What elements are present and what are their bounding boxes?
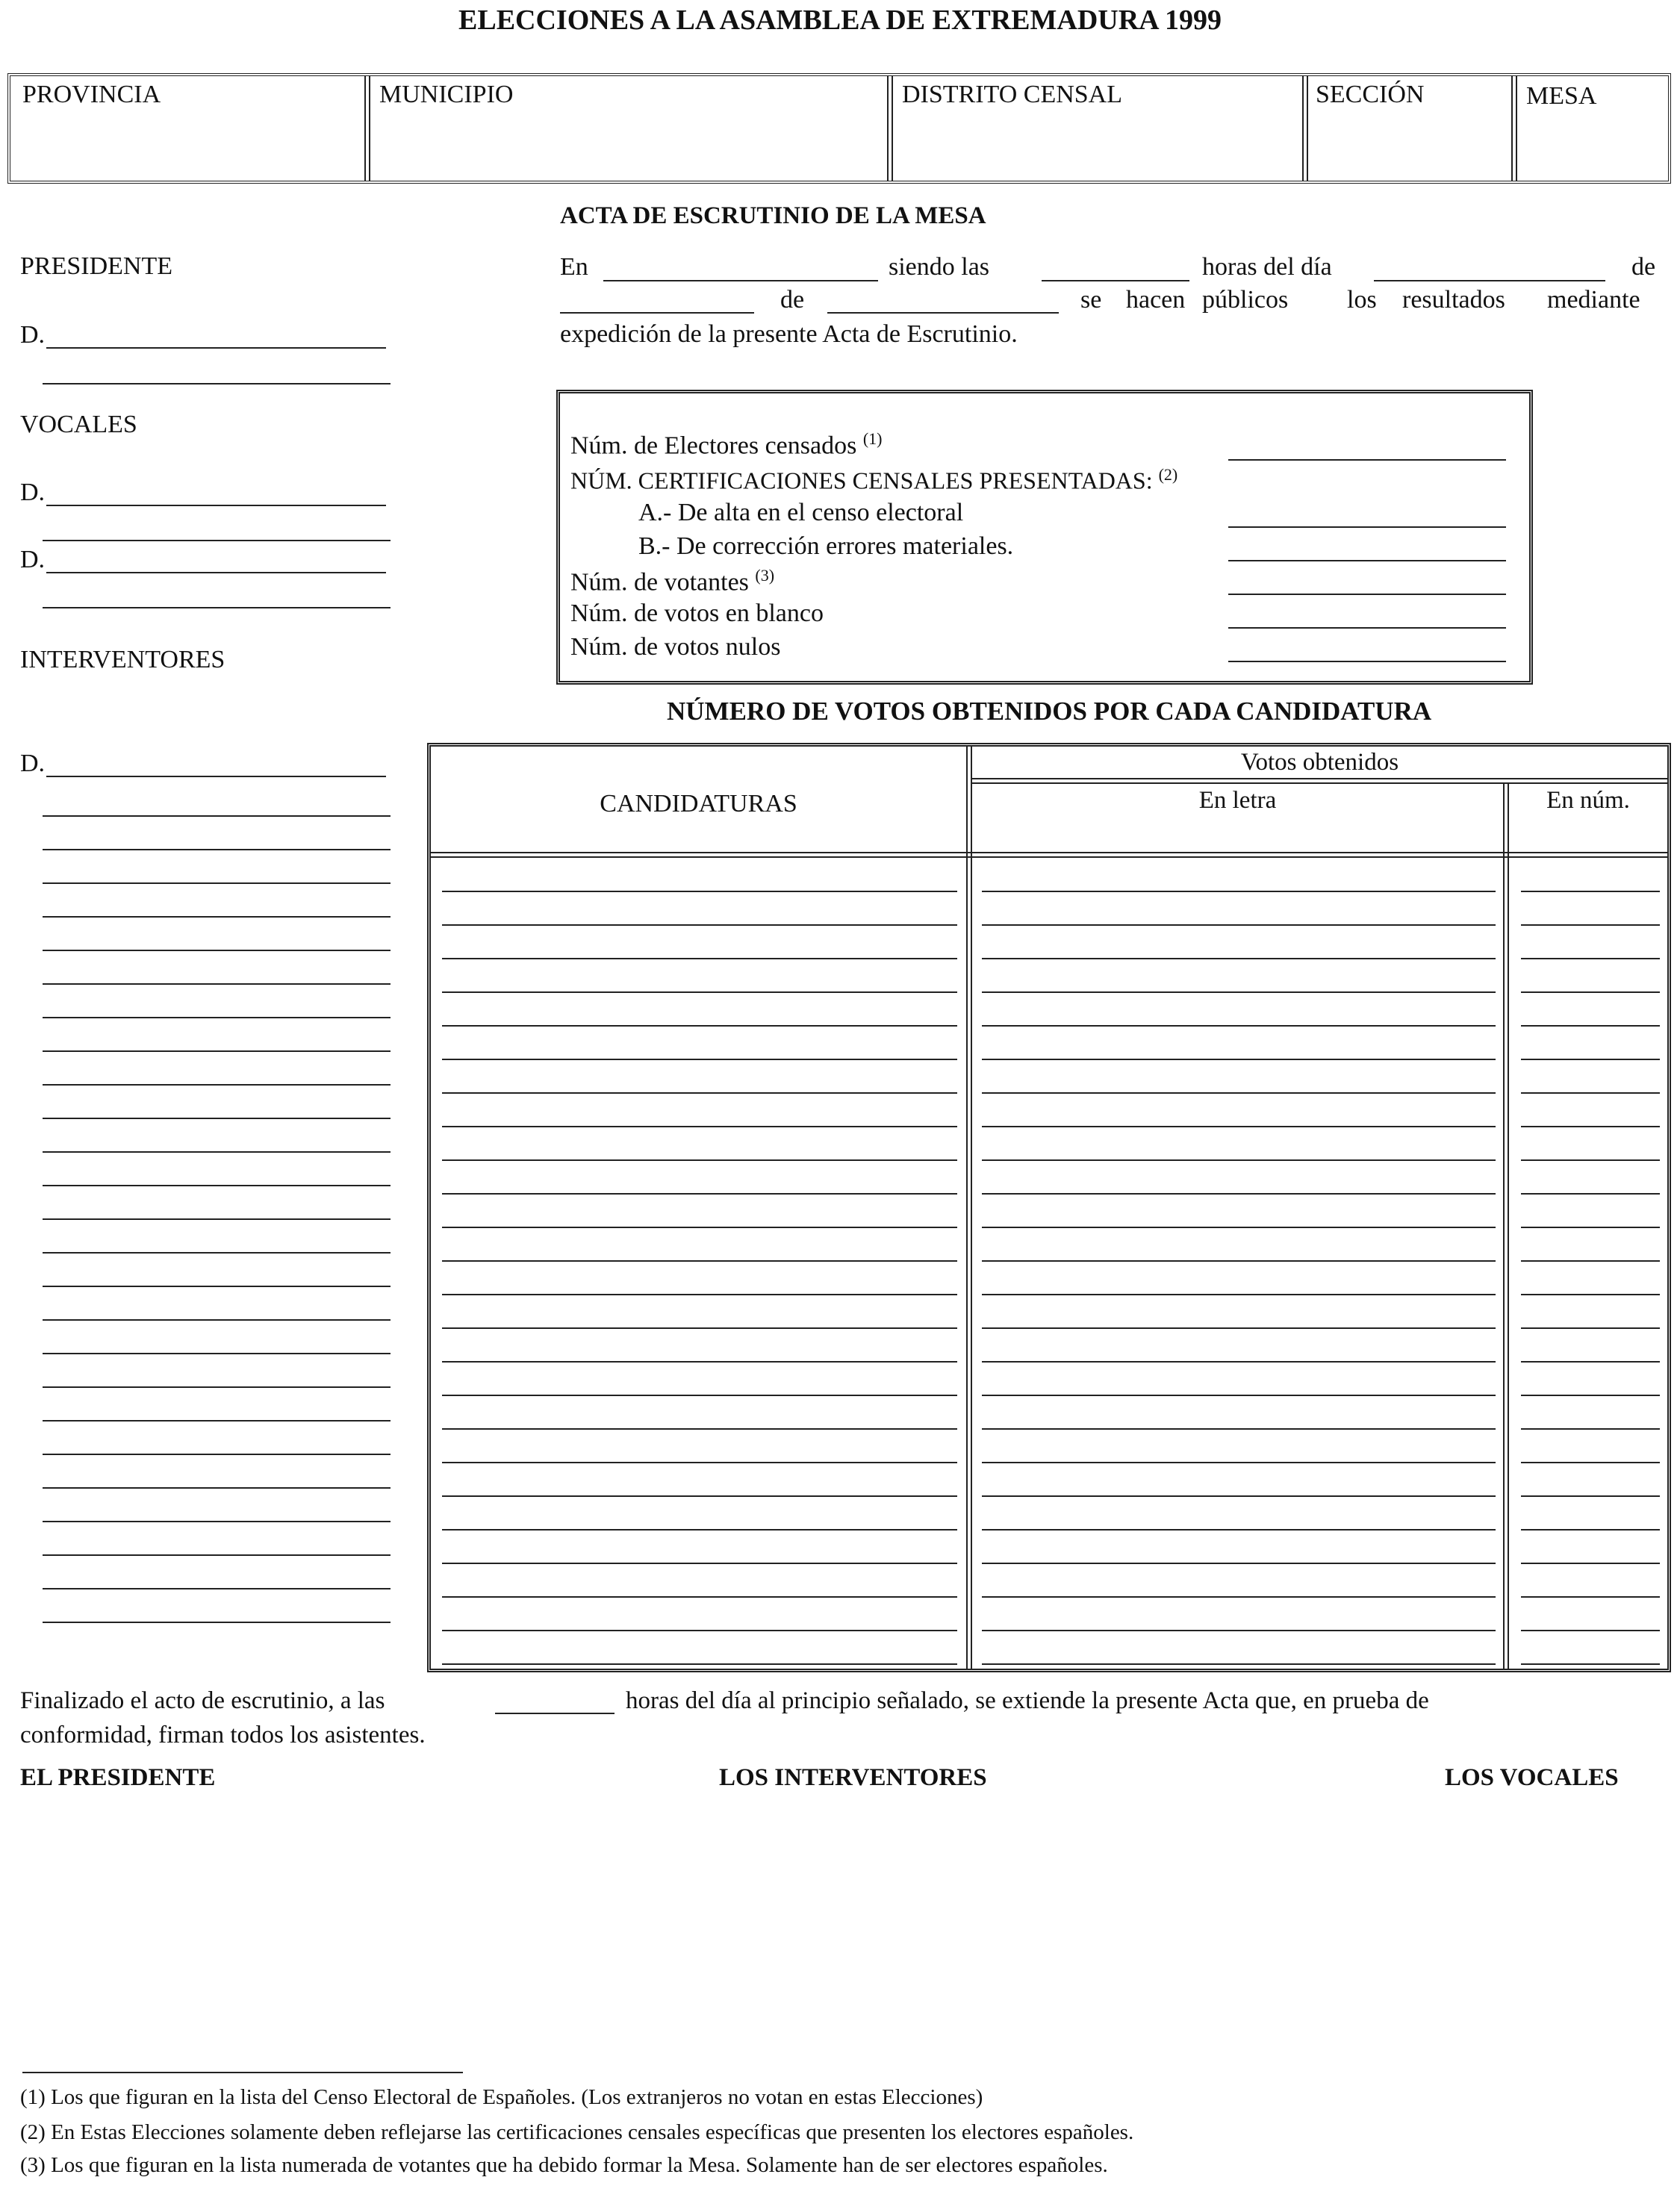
en-num-line[interactable] (1521, 1025, 1660, 1027)
en-letra-line[interactable] (982, 1495, 1496, 1497)
candidatura-line[interactable] (442, 1025, 957, 1027)
en-num-line[interactable] (1521, 1495, 1660, 1497)
vocal-line[interactable] (43, 607, 391, 608)
interventor-line[interactable] (43, 1622, 391, 1623)
en-num-line[interactable] (1521, 1428, 1660, 1430)
candidatura-line[interactable] (442, 1395, 957, 1396)
alta-label: A.- De alta en el censo electoral (638, 499, 964, 526)
acta-word: los (1347, 286, 1377, 314)
acta-word: horas del día (1202, 253, 1332, 281)
interventor-line[interactable] (43, 1521, 391, 1522)
footnote-separator (22, 2072, 463, 2073)
interventores-label: INTERVENTORES (20, 646, 225, 673)
nulos-row (570, 633, 780, 661)
closing-text: Finalizado el acto de escrutinio, a las (20, 1687, 385, 1714)
acta-word: de (780, 286, 805, 314)
candidatura-line[interactable] (442, 1126, 957, 1127)
interventor-line[interactable] (43, 1286, 391, 1287)
interventor-line[interactable] (43, 1050, 391, 1052)
en-num-line[interactable] (1521, 1294, 1660, 1295)
interventor-line[interactable] (43, 1151, 391, 1153)
acta-word: hacen (1126, 286, 1186, 314)
footnote-2: (2) En Estas Elecciones solamente deben reflejarse las certificaciones censales específicas que presenten los electores españoles. (20, 2120, 1134, 2144)
municipio-field[interactable] (370, 76, 887, 181)
footnote-ref: (1) (862, 429, 883, 448)
alta-row (638, 499, 963, 527)
acta-word: públicos (1202, 286, 1289, 314)
mesa-field[interactable] (1517, 76, 1668, 181)
candidatura-line[interactable] (442, 1596, 957, 1598)
candidatura-line[interactable] (442, 1630, 957, 1631)
en-num-line[interactable] (1521, 1395, 1660, 1396)
dia-blank[interactable] (1374, 280, 1605, 281)
interventor-line[interactable] (43, 1185, 391, 1186)
page-title: ELECCIONES A LA ASAMBLEA DE EXTREMADURA 1999 (458, 4, 1222, 36)
interventor-line[interactable] (43, 1319, 391, 1321)
interventor-line[interactable] (43, 916, 391, 918)
candidatura-line[interactable] (442, 1327, 957, 1329)
candidatura-line[interactable] (442, 1361, 957, 1363)
en-letra-line[interactable] (982, 1227, 1496, 1228)
candidatura-line[interactable] (442, 1260, 957, 1262)
en-num-line[interactable] (1521, 1361, 1660, 1363)
en-letra-line[interactable] (982, 1462, 1496, 1463)
en-letra-line[interactable] (982, 1563, 1496, 1564)
candidatura-line[interactable] (442, 1159, 957, 1161)
candidatura-line[interactable] (442, 1462, 957, 1463)
col-candidaturas: CANDIDATURAS (600, 790, 797, 818)
interventor-line[interactable] (43, 1017, 391, 1018)
col-en-num: En núm. (1546, 787, 1630, 814)
blanco-value[interactable] (1228, 627, 1506, 629)
votantes-row (570, 566, 774, 597)
closing-hora-blank[interactable] (495, 1713, 615, 1714)
blanco-label: Núm. de votos en blanco (570, 600, 824, 627)
certificaciones-label: NÚM. CERTIFICACIONES CENSALES PRESENTADAS: (570, 467, 1153, 494)
en-letra-line[interactable] (982, 1663, 1496, 1665)
anio-blank[interactable] (827, 312, 1059, 314)
en-letra-line[interactable] (982, 1126, 1496, 1127)
candidatura-line[interactable] (442, 891, 957, 892)
nulos-label: Núm. de votos nulos (570, 633, 781, 661)
en-letra-line[interactable] (982, 924, 1496, 926)
candidatura-line[interactable] (442, 1428, 957, 1430)
en-letra-line[interactable] (982, 1395, 1496, 1396)
vocal-line[interactable] (43, 540, 391, 541)
en-num-line[interactable] (1521, 991, 1660, 993)
footnote-3: (3) Los que figuran en la lista numerada de votantes que ha debido formar la Mesa. Solamente han de ser electores españoles. (20, 2153, 1108, 2177)
footnote-1: (1) Los que figuran en la lista del Censo Electoral de Españoles. (Los extranjeros no votan en estas Elecciones) (20, 2085, 983, 2109)
candidatura-line[interactable] (442, 1059, 957, 1060)
interventor-line[interactable] (43, 1588, 391, 1589)
en-num-line[interactable] (1521, 924, 1660, 926)
header-box (7, 73, 1671, 184)
col-votos-obtenidos: Votos obtenidos (1240, 749, 1399, 776)
acta-word: de (1631, 253, 1656, 281)
en-letra-line[interactable] (982, 1294, 1496, 1295)
electores-value[interactable] (1228, 459, 1506, 461)
correccion-row (638, 532, 1013, 561)
interventor-name-line[interactable] (46, 776, 386, 777)
seccion-label: SECCIÓN (1316, 81, 1425, 108)
distrito-label: DISTRITO CENSAL (902, 81, 1122, 108)
presidente-name-line[interactable] (46, 347, 386, 349)
en-num-line[interactable] (1521, 1327, 1660, 1329)
acta-word: resultados (1402, 286, 1505, 314)
en-letra-line[interactable] (982, 1596, 1496, 1598)
candidatura-line[interactable] (442, 1563, 957, 1564)
en-num-line[interactable] (1521, 1227, 1660, 1228)
en-letra-line[interactable] (982, 1059, 1496, 1060)
en-num-line[interactable] (1521, 1260, 1660, 1262)
provincia-field[interactable] (10, 76, 364, 181)
signature-vocales: LOS VOCALES (1445, 1764, 1619, 1791)
en-num-line[interactable] (1521, 1663, 1660, 1665)
en-num-line[interactable] (1521, 1159, 1660, 1161)
closing-text: horas del día al principio señalado, se extiende la presente Acta que, en prueba de (626, 1687, 1429, 1714)
d-prefix: D. (20, 479, 46, 506)
en-num-line[interactable] (1521, 1092, 1660, 1094)
nulos-value[interactable] (1228, 661, 1506, 662)
footnote-ref: (3) (755, 566, 775, 585)
seccion-field[interactable] (1308, 76, 1511, 181)
interventor-line[interactable] (43, 1252, 391, 1254)
en-num-line[interactable] (1521, 958, 1660, 959)
interventor-line[interactable] (43, 849, 391, 850)
mes-blank[interactable] (560, 312, 754, 314)
en-letra-line[interactable] (982, 891, 1496, 892)
candidatura-line[interactable] (442, 1529, 957, 1530)
candidatura-line[interactable] (442, 958, 957, 959)
en-num-line[interactable] (1521, 1126, 1660, 1127)
en-num-line[interactable] (1521, 1059, 1660, 1060)
votantes-label: Núm. de votantes (570, 568, 749, 597)
certificaciones-row (570, 465, 1177, 495)
alta-value[interactable] (1228, 526, 1506, 528)
acta-word: se (1080, 286, 1102, 314)
en-num-line[interactable] (1521, 891, 1660, 892)
correccion-value[interactable] (1228, 560, 1506, 561)
presidente-label: PRESIDENTE (20, 252, 172, 280)
en-num-line[interactable] (1521, 1563, 1660, 1564)
closing-text: conformidad, firman todos los asistentes. (20, 1722, 426, 1749)
presidente-line[interactable] (43, 383, 391, 384)
interventor-line[interactable] (43, 950, 391, 951)
en-letra-line[interactable] (982, 1630, 1496, 1631)
signature-interventores: LOS INTERVENTORES (719, 1764, 987, 1791)
acta-word: En (560, 253, 588, 281)
vocal-name-line[interactable] (46, 505, 386, 506)
provincia-label: PROVINCIA (22, 81, 161, 108)
candidatura-line[interactable] (442, 1663, 957, 1665)
en-num-line[interactable] (1521, 1630, 1660, 1631)
en-letra-line[interactable] (982, 1025, 1496, 1027)
interventor-line[interactable] (43, 882, 391, 884)
votes-heading: NÚMERO DE VOTOS OBTENIDOS POR CADA CANDIDATURA (667, 697, 1432, 726)
hora-blank[interactable] (1042, 280, 1189, 281)
en-letra-line[interactable] (982, 1361, 1496, 1363)
interventor-line[interactable] (43, 1353, 391, 1354)
correccion-label: B.- De corrección errores materiales. (638, 532, 1014, 560)
interventor-line[interactable] (43, 1454, 391, 1455)
electores-label: Núm. de Electores censados (570, 432, 857, 460)
interventor-line[interactable] (43, 1487, 391, 1489)
en-letra-line[interactable] (982, 1529, 1496, 1530)
en-letra-line[interactable] (982, 1092, 1496, 1094)
d-prefix: D. (20, 321, 46, 349)
signature-presidente: EL PRESIDENTE (20, 1764, 216, 1791)
vocales-label: VOCALES (20, 411, 137, 438)
candidatura-line[interactable] (442, 924, 957, 926)
candidatura-line[interactable] (442, 1294, 957, 1295)
vocal-name-line[interactable] (46, 572, 386, 573)
stats-box (556, 390, 1533, 685)
candidatura-line[interactable] (442, 1227, 957, 1228)
en-letra-line[interactable] (982, 991, 1496, 993)
interventor-line[interactable] (43, 1420, 391, 1421)
candidatura-line[interactable] (442, 1495, 957, 1497)
d-prefix: D. (20, 546, 46, 573)
votantes-value[interactable] (1228, 594, 1506, 595)
acta-heading: ACTA DE ESCRUTINIO DE LA MESA (560, 202, 986, 229)
footnote-ref: (2) (1158, 465, 1178, 484)
en-num-line[interactable] (1521, 1462, 1660, 1463)
en-letra-line[interactable] (982, 1327, 1496, 1329)
en-letra-line[interactable] (982, 1193, 1496, 1195)
interventor-line[interactable] (43, 983, 391, 985)
candidatura-line[interactable] (442, 1092, 957, 1094)
interventor-line[interactable] (43, 1218, 391, 1220)
acta-line: expedición de la presente Acta de Escrutinio. (560, 320, 1018, 348)
lugar-blank[interactable] (603, 280, 878, 281)
municipio-label: MUNICIPIO (379, 81, 514, 108)
en-num-line[interactable] (1521, 1529, 1660, 1530)
interventor-line[interactable] (43, 1084, 391, 1086)
interventor-line[interactable] (43, 1386, 391, 1388)
electores-row (570, 429, 882, 460)
acta-word: siendo las (889, 253, 990, 281)
en-letra-line[interactable] (982, 958, 1496, 959)
en-letra-line[interactable] (982, 1260, 1496, 1262)
interventor-line[interactable] (43, 815, 391, 817)
candidatura-line[interactable] (442, 991, 957, 993)
en-num-line[interactable] (1521, 1596, 1660, 1598)
acta-word: mediante (1547, 286, 1640, 314)
interventor-line[interactable] (43, 1554, 391, 1556)
distrito-field[interactable] (893, 76, 1302, 181)
col-en-letra: En letra (1198, 787, 1277, 814)
en-letra-line[interactable] (982, 1159, 1496, 1161)
en-num-line[interactable] (1521, 1193, 1660, 1195)
votes-table (427, 743, 1671, 1672)
d-prefix: D. (20, 750, 46, 777)
candidatura-line[interactable] (442, 1193, 957, 1195)
blanco-row (570, 600, 824, 628)
en-letra-line[interactable] (982, 1428, 1496, 1430)
mesa-label: MESA (1526, 82, 1597, 110)
interventor-line[interactable] (43, 1118, 391, 1119)
